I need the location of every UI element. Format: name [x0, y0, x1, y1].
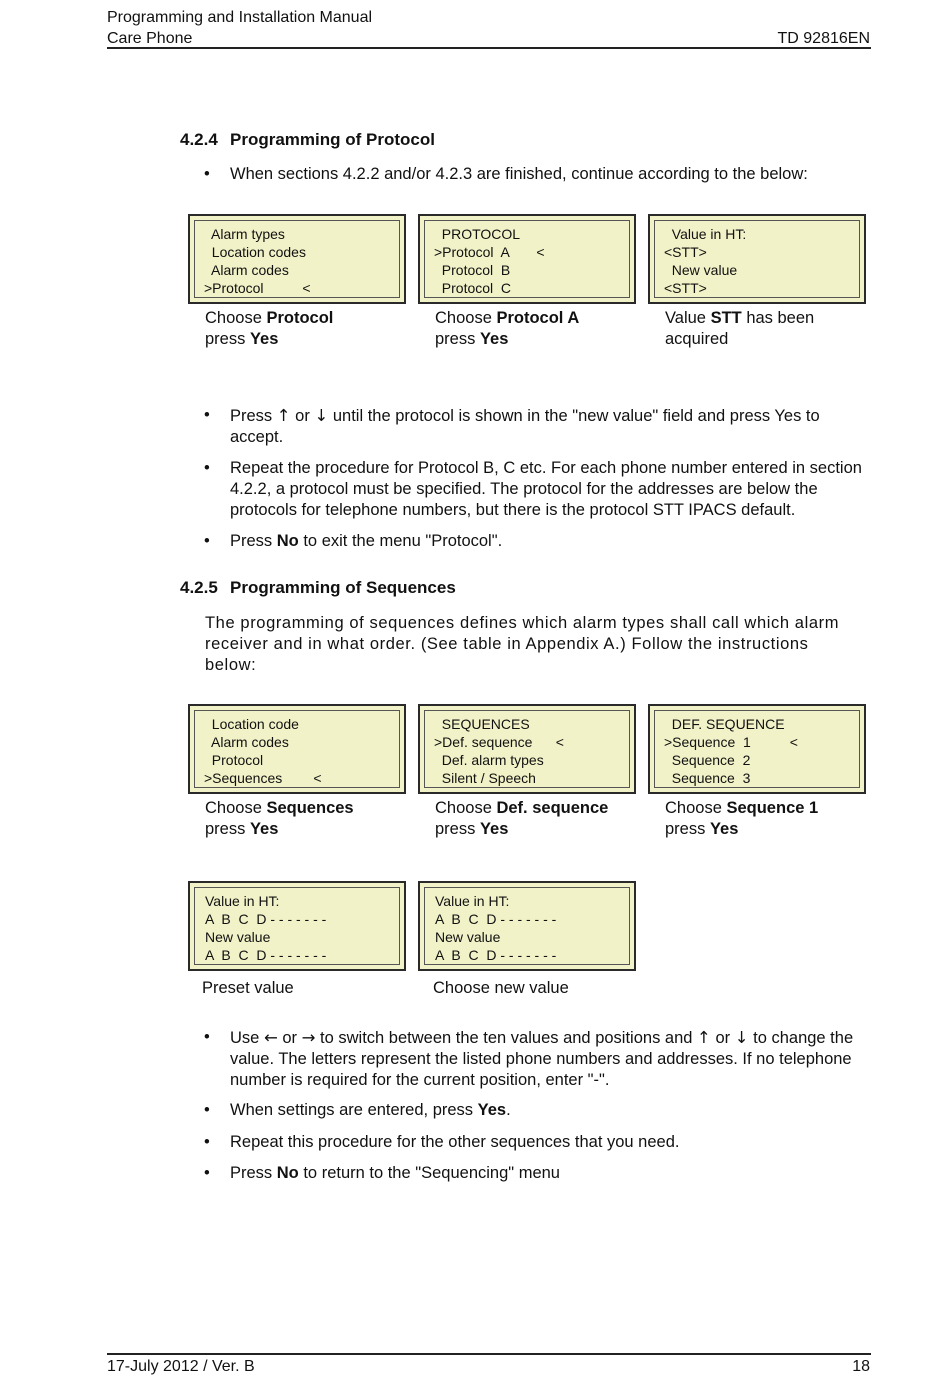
caption-bold: Yes	[249, 330, 279, 348]
lcd-line: <STT>	[664, 280, 707, 296]
bullet-dot: •	[204, 1101, 210, 1119]
panel-caption	[205, 798, 354, 840]
lcd-line: >Sequence 1 <	[664, 734, 798, 750]
page-number: 18	[852, 1358, 870, 1375]
lcd-line: Value in HT:	[205, 893, 280, 909]
lcd-line: Value in HT:	[435, 893, 510, 909]
lcd-line: Value in HT:	[664, 226, 747, 242]
caption-text: Choose	[205, 799, 267, 817]
section-number: 4.2.4	[180, 130, 218, 149]
bullet-dot: •	[204, 406, 210, 424]
bullet-dot: •	[204, 165, 210, 183]
lcd-panel-sequences-list	[418, 704, 636, 794]
lcd-line: <STT>	[664, 244, 707, 260]
section-number: 4.2.5	[180, 578, 218, 597]
caption-bold: Yes	[479, 330, 509, 348]
lcd-line: SEQUENCES	[434, 716, 530, 732]
list-item	[204, 405, 872, 447]
bullet-text	[230, 1163, 872, 1184]
lcd-line: A B C D - - - - - - -	[435, 947, 557, 963]
caption-text: Choose	[435, 309, 497, 327]
caption-bold: Yes	[479, 820, 509, 838]
up-arrow-icon: ↑	[697, 1028, 711, 1047]
lcd-line: Location code	[204, 716, 299, 732]
bullet-text	[230, 458, 872, 521]
text-span: Use	[230, 1029, 264, 1047]
lcd-panel-def-sequence	[648, 704, 866, 794]
text-span: until the protocol is shown in the "new value" field and press Yes to	[328, 407, 820, 425]
lcd-panel-protocol-menu	[188, 214, 406, 304]
lcd-panel-protocol-list	[418, 214, 636, 304]
text-span: to return to the "Sequencing" menu	[298, 1164, 560, 1182]
caption-bold: Yes	[709, 820, 739, 838]
text-span: .	[506, 1101, 511, 1119]
bullet-text	[230, 531, 872, 552]
lcd-line: >Def. sequence <	[434, 734, 564, 750]
panel-caption	[665, 308, 814, 350]
lcd-line: Silent / Speech	[434, 770, 536, 786]
panel-caption	[435, 308, 579, 350]
header-rule	[107, 47, 871, 49]
text-span: Press	[230, 532, 277, 550]
footer-date: 17-July 2012 / Ver. B	[107, 1358, 255, 1375]
up-arrow-icon: ↑	[276, 406, 291, 425]
lcd-line: Alarm types	[204, 226, 285, 242]
bullet-dot: •	[204, 1028, 210, 1046]
caption-text: acquired	[665, 330, 729, 348]
list-item	[204, 1027, 872, 1090]
footer-rule	[107, 1353, 871, 1355]
lcd-line: >Sequences <	[204, 770, 322, 786]
lcd-line: A B C D - - - - - - -	[435, 911, 557, 927]
caption-bold: STT	[710, 309, 742, 327]
caption-bold: Sequence 1	[726, 799, 819, 817]
section-heading-424	[180, 130, 435, 150]
right-arrow-icon: →	[301, 1028, 316, 1047]
lcd-line: Def. alarm types	[434, 752, 544, 768]
caption-text: Value	[665, 309, 711, 327]
lcd-line: Protocol C	[434, 280, 512, 296]
lcd-line: PROTOCOL	[434, 226, 521, 242]
lcd-line: A B C D - - - - - - -	[205, 947, 327, 963]
bullet-dot: •	[204, 1164, 210, 1182]
header-title-line1: Programming and Installation Manual	[107, 9, 373, 26]
text-span: accept.	[230, 428, 284, 446]
caption-text: Choose	[435, 799, 497, 817]
lcd-line: Alarm codes	[204, 262, 289, 278]
section-paragraph	[205, 613, 839, 676]
panel-caption: Preset value	[202, 979, 294, 997]
text-span: When settings are entered, press	[230, 1101, 478, 1119]
list-item	[204, 458, 872, 521]
caption-text: Choose	[205, 309, 267, 327]
panel-caption	[665, 798, 818, 840]
text-span: Repeat the procedure for Protocol B, C etc. For each phone number entered in section	[230, 459, 862, 477]
bullet-text: When sections 4.2.2 and/or 4.2.3 are finished, continue according to the below:	[230, 165, 808, 183]
text-bold: No	[276, 1164, 299, 1182]
header-doc-id: TD 92816EN	[777, 30, 870, 47]
caption-bold: Sequences	[266, 799, 354, 817]
caption-text: press	[665, 820, 710, 838]
text-span: value. The letters represent the listed phone numbers and addresses. If no telephone	[230, 1050, 852, 1068]
text-bold: Yes	[477, 1101, 507, 1119]
text-span: Press	[230, 1164, 277, 1182]
paragraph-line: The programming of sequences defines which alarm types shall call which alarm	[205, 614, 840, 632]
bullet-text	[230, 405, 872, 448]
caption-text: press	[435, 330, 480, 348]
bullet-text	[230, 1100, 872, 1121]
caption-bold: Protocol A	[496, 309, 580, 327]
text-span: Press	[230, 407, 277, 425]
down-arrow-icon: ↓	[734, 1028, 749, 1047]
caption-text: press	[435, 820, 480, 838]
bullet-dot: •	[204, 532, 210, 550]
paragraph-line: below:	[205, 656, 257, 674]
caption-bold: Def. sequence	[496, 799, 609, 817]
lcd-line: Alarm codes	[204, 734, 289, 750]
lcd-line: DEF. SEQUENCE	[664, 716, 785, 732]
caption-text: has been	[741, 309, 815, 327]
text-span: protocols for telephone numbers, but there is the protocol STT IPACS default.	[230, 501, 796, 519]
bullet-dot: •	[204, 1133, 210, 1151]
text-bold: No	[276, 532, 299, 550]
paragraph-line: receiver and in what order. (See table in Appendix A.) Follow the instructions	[205, 635, 809, 653]
lcd-line: Sequence 3	[664, 770, 751, 786]
section-title: Programming of Protocol	[230, 130, 435, 149]
header-title	[107, 7, 372, 49]
text-span: or	[277, 1029, 302, 1047]
lcd-line: A B C D - - - - - - -	[205, 911, 327, 927]
lcd-line: New value	[435, 929, 501, 945]
header-title-line2: Care Phone	[107, 30, 193, 47]
left-arrow-icon: ←	[263, 1028, 278, 1047]
text-span: to switch between the ten values and positions and	[315, 1029, 698, 1047]
text-span: or	[290, 407, 315, 425]
text-span: to change the	[748, 1029, 854, 1047]
bullet-text	[230, 1027, 872, 1091]
panel-caption: Choose new value	[433, 979, 569, 997]
text-span: or	[710, 1029, 735, 1047]
lcd-panel-sequences-menu	[188, 704, 406, 794]
lcd-line: >Protocol <	[204, 280, 311, 296]
down-arrow-icon: ↓	[314, 406, 329, 425]
lcd-line: Protocol	[204, 752, 264, 768]
lcd-panel-value-ht	[648, 214, 866, 304]
panel-caption	[435, 798, 608, 840]
section-title: Programming of Sequences	[230, 578, 456, 597]
caption-text: press	[205, 330, 250, 348]
text-span: to exit the menu "Protocol".	[298, 532, 503, 550]
lcd-line: >Protocol A <	[434, 244, 545, 260]
lcd-line: New value	[664, 262, 738, 278]
caption-bold: Protocol	[266, 309, 334, 327]
bullet-dot: •	[204, 459, 210, 477]
text-span: 4.2.2, a protocol must be specified. The protocol for the addresses are below the	[230, 480, 818, 498]
panel-caption	[205, 308, 333, 350]
caption-bold: Yes	[249, 820, 279, 838]
lcd-line: Protocol B	[434, 262, 511, 278]
lcd-line: Sequence 2	[664, 752, 751, 768]
lcd-line: Location codes	[204, 244, 306, 260]
lcd-panel-preset-value	[188, 881, 406, 971]
lcd-line: New value	[205, 929, 271, 945]
section-heading-425	[180, 578, 456, 598]
text-span: number is required for the current position, enter "-".	[230, 1071, 610, 1089]
lcd-panel-new-value	[418, 881, 636, 971]
caption-text: Choose	[665, 799, 727, 817]
caption-text: press	[205, 820, 250, 838]
bullet-text: Repeat this procedure for the other sequences that you need.	[230, 1133, 680, 1151]
